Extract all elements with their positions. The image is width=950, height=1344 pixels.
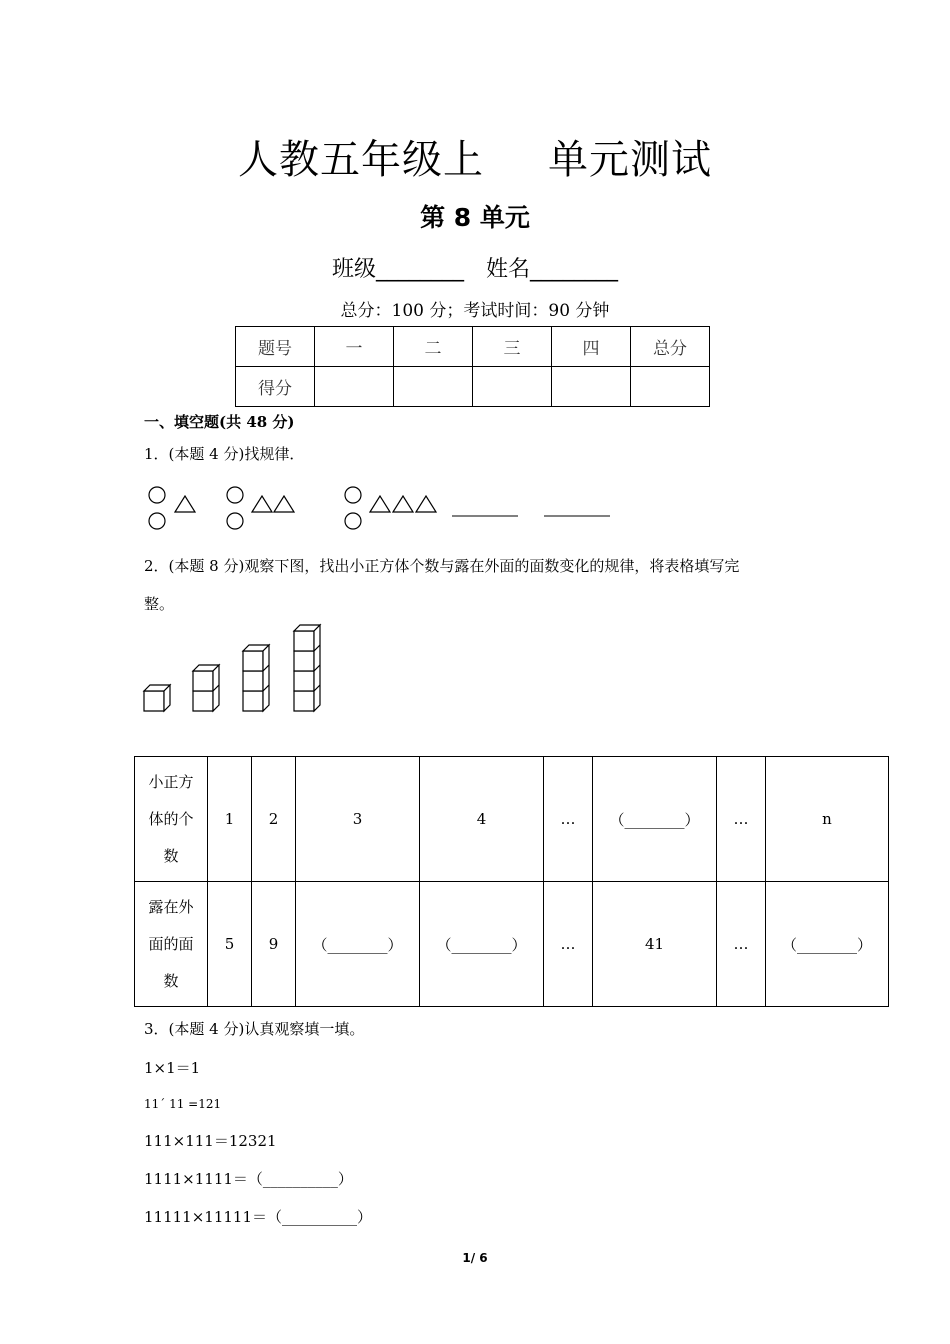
score-cell bbox=[552, 367, 631, 407]
triangle-shape bbox=[370, 496, 390, 512]
circle-shape bbox=[345, 513, 361, 529]
answer-cell: （________） bbox=[296, 882, 420, 1007]
score-cell: 总分 bbox=[631, 327, 710, 367]
score-cell bbox=[315, 367, 394, 407]
question-2: 2．(本题 8 分)观察下图，找出小正方体个数与露在外面的面数变化的规律，将表格填写完 bbox=[144, 557, 740, 575]
table-cell: 3 bbox=[296, 757, 420, 882]
row-header-line: 小正方 bbox=[148, 772, 194, 791]
question-3: 3．(本题 4 分)认真观察填一填。 bbox=[144, 1020, 365, 1038]
cube-shape bbox=[243, 651, 263, 671]
cube-stacks-figure bbox=[140, 620, 340, 716]
table-cell: … bbox=[717, 882, 766, 1007]
row-header-line: 面的面 bbox=[148, 934, 194, 953]
score-cell: 二 bbox=[394, 327, 473, 367]
table-row bbox=[135, 757, 889, 882]
circle-shape bbox=[227, 513, 243, 529]
class-field: 班级________ bbox=[331, 257, 464, 282]
answer-cell: （________） bbox=[766, 882, 889, 1007]
score-cell: 四 bbox=[552, 327, 631, 367]
circle-shape bbox=[149, 513, 165, 529]
cube-shape bbox=[294, 651, 314, 671]
table-cell: 2 bbox=[252, 757, 296, 882]
document-title bbox=[0, 128, 950, 185]
table-cell: … bbox=[544, 882, 593, 1007]
score-table bbox=[235, 326, 710, 407]
row-header-line: 露在外 bbox=[148, 897, 194, 916]
title-left: 人教五年级上 bbox=[238, 137, 484, 183]
row-header-line: 数 bbox=[163, 846, 179, 865]
cube-shape bbox=[294, 631, 314, 651]
score-cell: 得分 bbox=[236, 367, 315, 407]
score-cell: 一 bbox=[315, 327, 394, 367]
score-cell bbox=[473, 367, 552, 407]
page-number: 1/ 6 bbox=[462, 1251, 488, 1265]
cube-shape bbox=[243, 691, 263, 711]
table-cell: 1 bbox=[208, 757, 252, 882]
circle-shape bbox=[149, 487, 165, 503]
pattern-figure bbox=[140, 480, 620, 536]
circle-shape bbox=[227, 487, 243, 503]
score-cell: 三 bbox=[473, 327, 552, 367]
circle-shape bbox=[345, 487, 361, 503]
cube-shape bbox=[294, 691, 314, 711]
table-cell: 41 bbox=[593, 882, 717, 1007]
name-field: 姓名________ bbox=[486, 257, 619, 282]
question-1: 1．(本题 4 分)找规律． bbox=[144, 445, 305, 463]
cube-shape bbox=[144, 691, 164, 711]
triangle-shape bbox=[416, 496, 436, 512]
table-cell: 9 bbox=[252, 882, 296, 1007]
row-header-line: 体的个 bbox=[148, 809, 194, 828]
section-title: 一、填空题(共 48 分) bbox=[144, 413, 295, 431]
cube-shape bbox=[193, 691, 213, 711]
cube-shape bbox=[294, 671, 314, 691]
equation-line: 1111×1111＝（__________） bbox=[144, 1170, 353, 1188]
table-cell: … bbox=[544, 757, 593, 882]
triangle-shape bbox=[393, 496, 413, 512]
title-right: 单元测试 bbox=[548, 137, 712, 183]
class-name-line bbox=[0, 252, 950, 283]
triangle-shape bbox=[274, 496, 294, 512]
table-cell: 4 bbox=[420, 757, 544, 882]
equation-line: 111×111＝12321 bbox=[144, 1132, 277, 1150]
answer-cell: （________） bbox=[593, 757, 717, 882]
equation-line: 11´ 11 =121 bbox=[144, 1097, 222, 1111]
table-row bbox=[135, 882, 889, 1007]
cube-faces-table bbox=[134, 756, 889, 1007]
answer-cell: （________） bbox=[420, 882, 544, 1007]
score-table-row bbox=[236, 367, 710, 407]
table-cell: 5 bbox=[208, 882, 252, 1007]
score-cell bbox=[394, 367, 473, 407]
cube-shape bbox=[193, 671, 213, 691]
triangle-shape bbox=[252, 496, 272, 512]
equation-line: 1×1＝1 bbox=[144, 1059, 201, 1077]
row-header-line: 数 bbox=[163, 971, 179, 990]
table-cell: … bbox=[717, 757, 766, 882]
score-cell: 题号 bbox=[236, 327, 315, 367]
row-header bbox=[135, 757, 208, 882]
unit-heading: 第 8 单元 bbox=[420, 203, 530, 232]
equation-line: 11111×11111＝（__________） bbox=[144, 1208, 373, 1226]
triangle-shape bbox=[175, 496, 195, 512]
score-table-row bbox=[236, 327, 710, 367]
score-info: 总分：100 分；考试时间：90 分钟 bbox=[340, 301, 610, 321]
cube-shape bbox=[243, 671, 263, 691]
table-cell: n bbox=[766, 757, 889, 882]
question-2-continued: 整。 bbox=[144, 595, 175, 613]
score-cell bbox=[631, 367, 710, 407]
row-header bbox=[135, 882, 208, 1007]
